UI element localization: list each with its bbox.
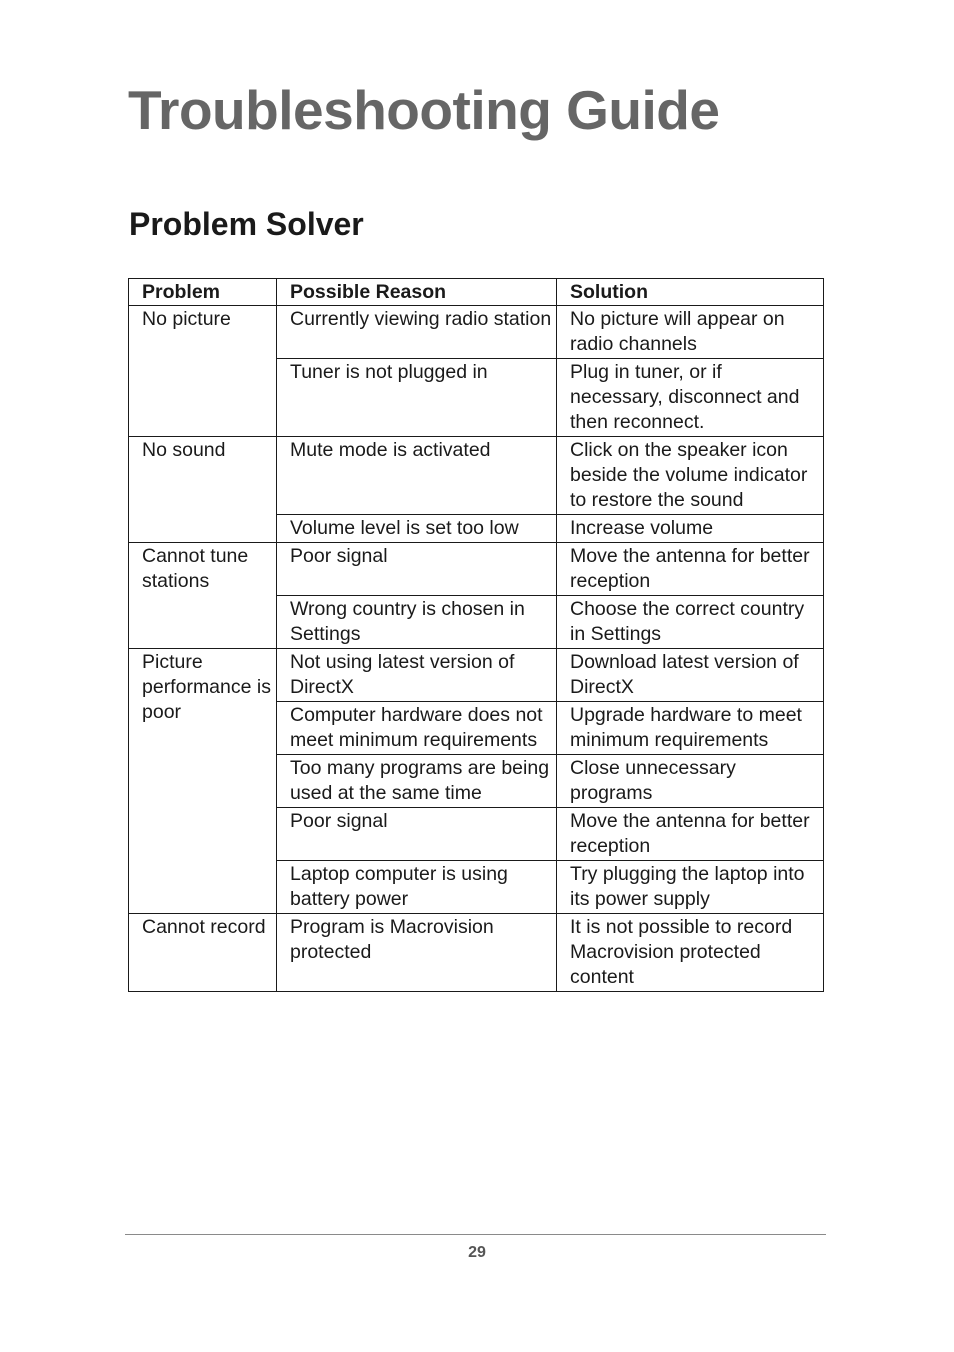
table-row: [129, 437, 824, 515]
reason-cell: Volume level is set too low: [277, 515, 557, 543]
problem-cell: Cannot record: [129, 914, 277, 992]
problem-cell: Picture performance is poor: [129, 649, 277, 914]
solution-cell: Close unnecessary programs: [557, 755, 824, 808]
footer-divider: [125, 1234, 826, 1235]
reason-cell: Computer hardware does not meet minimum requirements: [277, 702, 557, 755]
solution-cell: Choose the correct country in Settings: [557, 596, 824, 649]
reason-cell: Not using latest version of DirectX: [277, 649, 557, 702]
table-row: [129, 914, 824, 992]
problem-cell: No picture: [129, 306, 277, 437]
solution-cell: Click on the speaker icon beside the volume indicator to restore the sound: [557, 437, 824, 515]
table-row: [129, 543, 824, 596]
solution-cell: Download latest version of DirectX: [557, 649, 824, 702]
solution-cell: Plug in tuner, or if necessary, disconnect and then reconnect.: [557, 359, 824, 437]
reason-cell: Poor signal: [277, 543, 557, 596]
header-possible-reason: Possible Reason: [277, 279, 557, 306]
page-title: Troubleshooting Guide: [128, 79, 720, 141]
reason-cell: Tuner is not plugged in: [277, 359, 557, 437]
page-number: 29: [468, 1244, 486, 1261]
solution-cell: Move the antenna for better reception: [557, 543, 824, 596]
reason-cell: Wrong country is chosen in Settings: [277, 596, 557, 649]
table-row: [129, 649, 824, 702]
problem-cell: Cannot tune stations: [129, 543, 277, 649]
table-header-row: [129, 279, 824, 306]
header-problem: Problem: [129, 279, 277, 306]
reason-cell: Currently viewing radio station: [277, 306, 557, 359]
reason-cell: Laptop computer is using battery power: [277, 861, 557, 914]
reason-cell: Mute mode is activated: [277, 437, 557, 515]
table-row: [129, 306, 824, 359]
reason-cell: Too many programs are being used at the same time: [277, 755, 557, 808]
problem-cell: No sound: [129, 437, 277, 543]
solution-cell: No picture will appear on radio channels: [557, 306, 824, 359]
section-title: Problem Solver: [129, 206, 364, 242]
problem-solver-table: [128, 278, 824, 992]
reason-cell: Poor signal: [277, 808, 557, 861]
solution-cell: Upgrade hardware to meet minimum requirements: [557, 702, 824, 755]
reason-cell: Program is Macrovision protected: [277, 914, 557, 992]
solution-cell: It is not possible to record Macrovision protected content: [557, 914, 824, 992]
solution-cell: Move the antenna for better reception: [557, 808, 824, 861]
solution-cell: Try plugging the laptop into its power supply: [557, 861, 824, 914]
solution-cell: Increase volume: [557, 515, 824, 543]
header-solution: Solution: [557, 279, 824, 306]
